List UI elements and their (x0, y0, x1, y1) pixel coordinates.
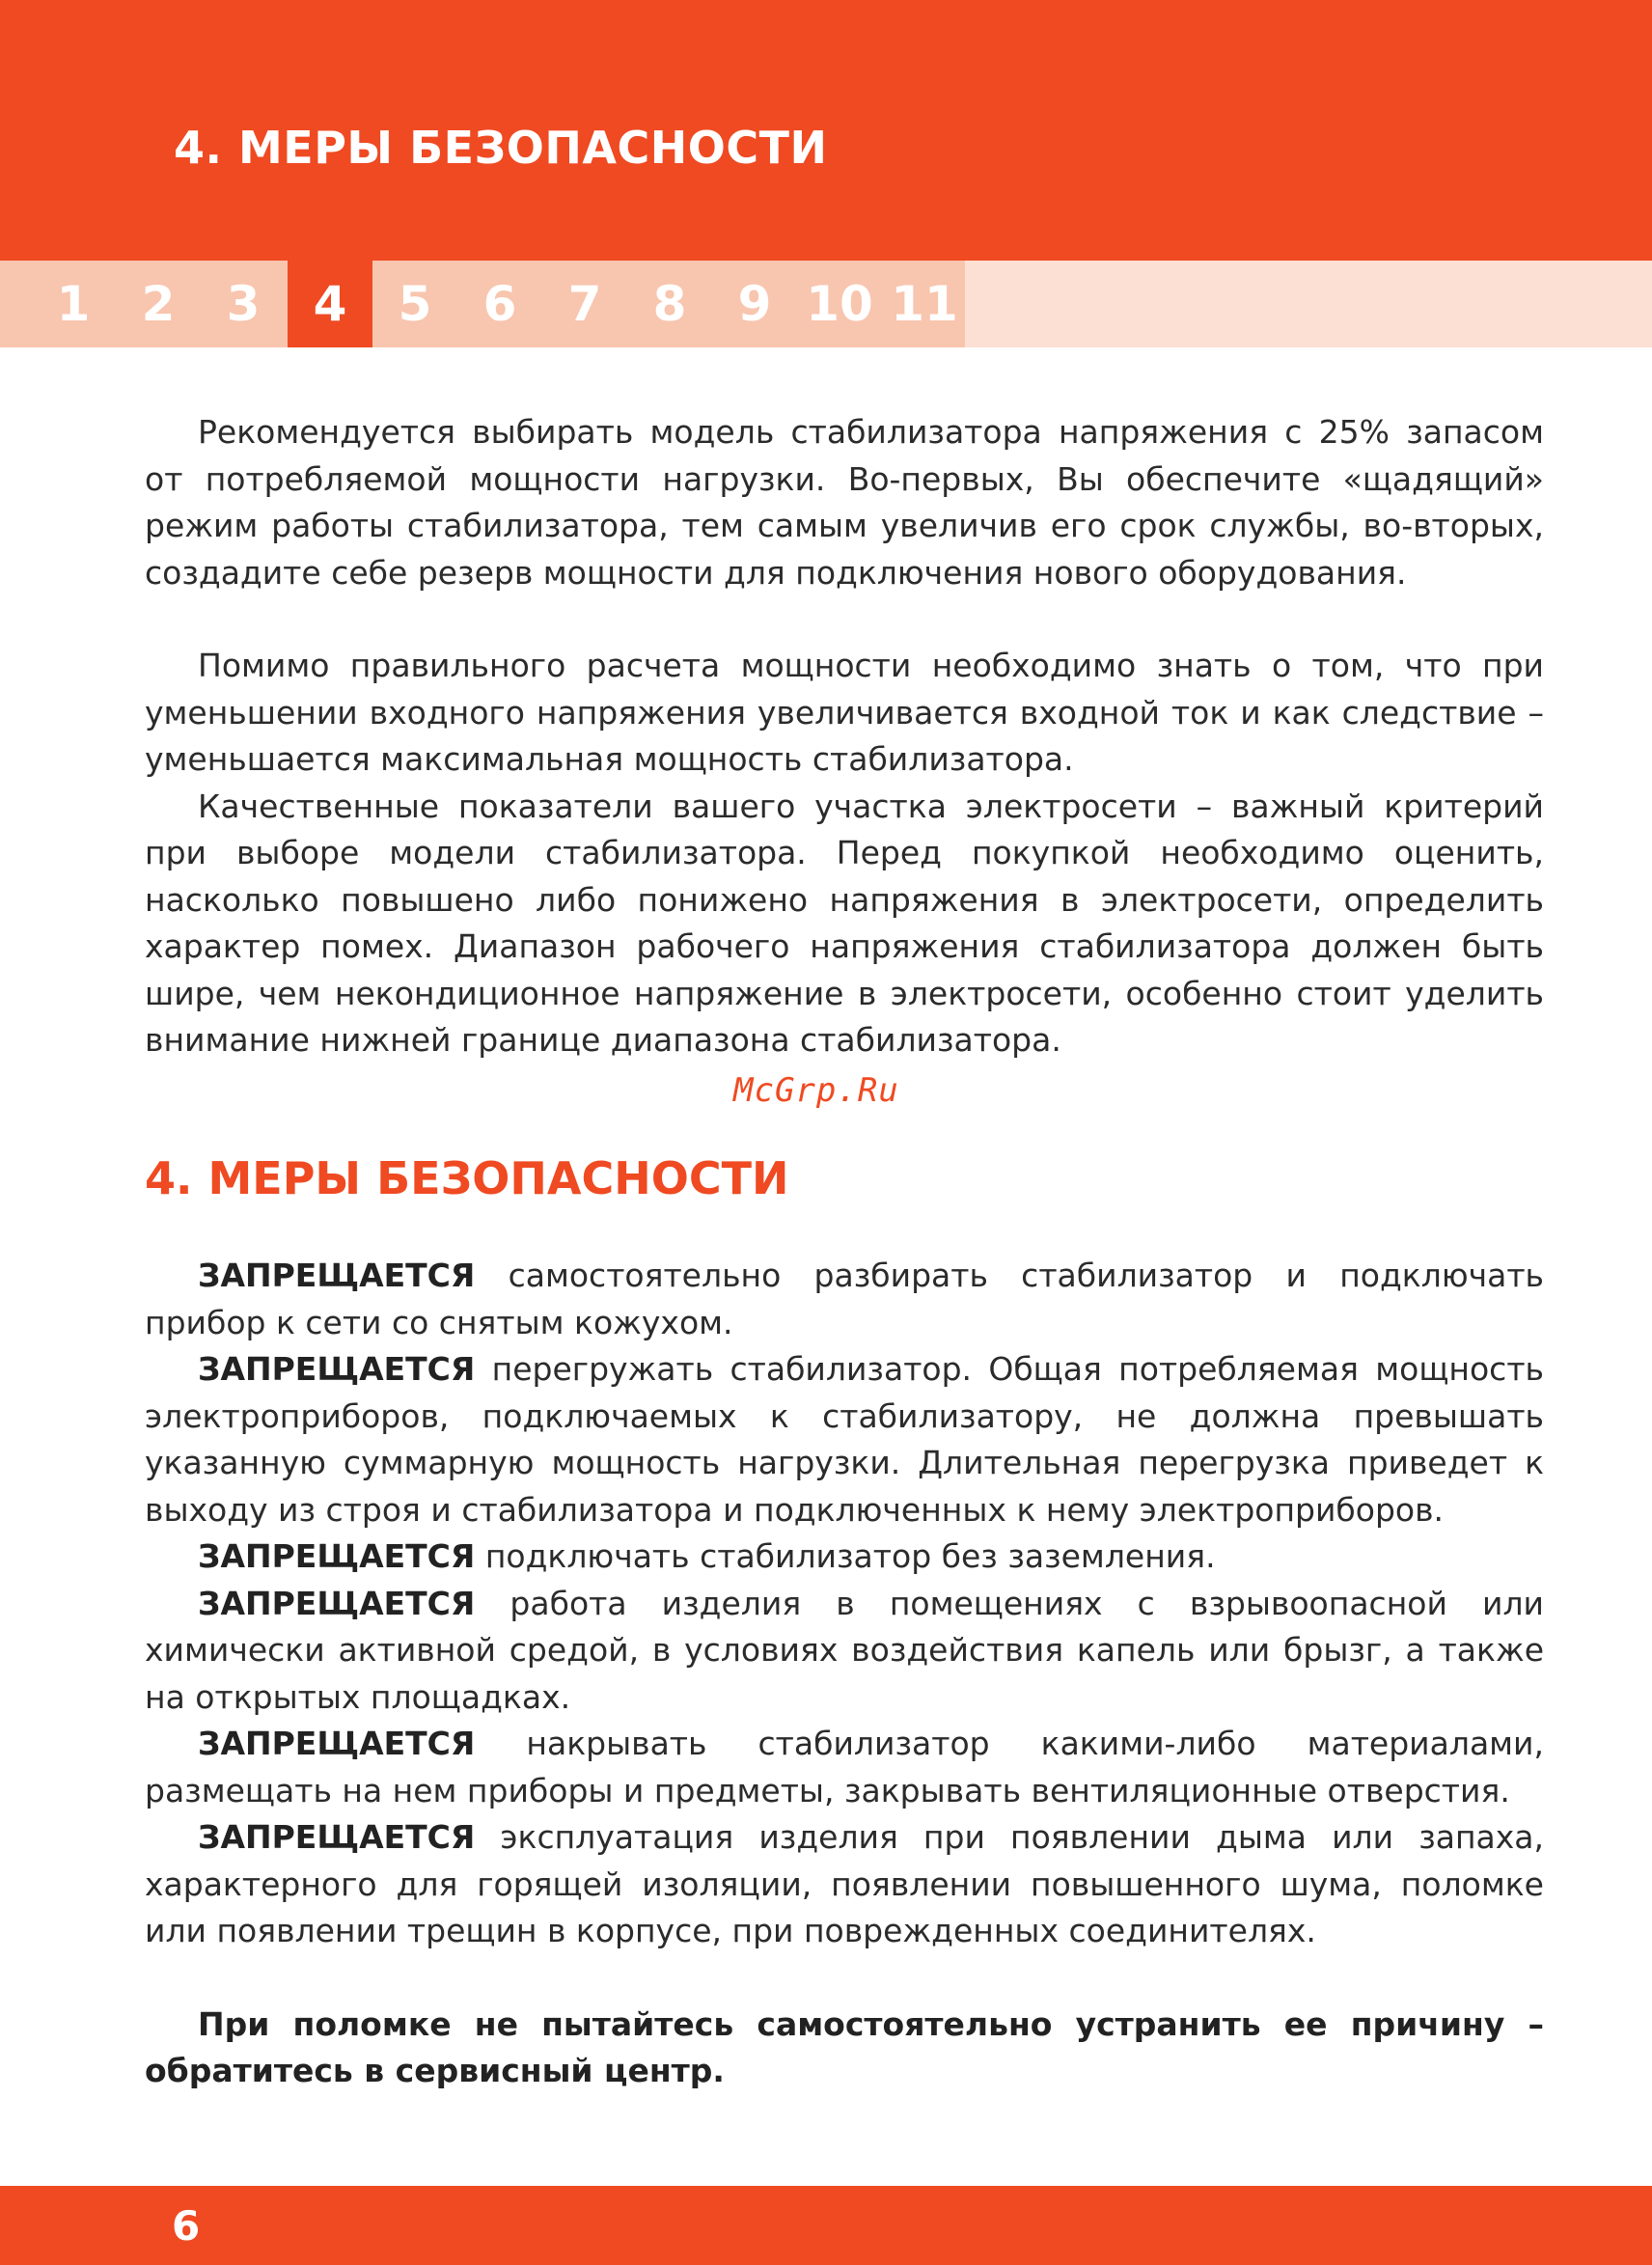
intro-paragraph-1: Рекомендуется выбирать модель стабилизатора напряжения с 25% запасом от потребляемой мощности нагрузки. Во-первых, Вы обеспечите «щадящий» режим работы стабилизатора, тем самым увеличив его срок службы, во-вторых, создадите себе резерв мощности для подключения нового оборудования. (145, 413, 1544, 592)
rule-text: подключать стабилизатор без заземления. (484, 1537, 1216, 1575)
rule-keyword: ЗАПРЕЩАЕТСЯ (198, 1537, 476, 1575)
intro-text (145, 409, 1544, 1064)
rule-text: перегружать стабилизатор. Общая потребляемая мощность электроприборов, подключаемых к стабилизатору, не должна превышать указанную суммарную мощность нагрузки. Длительная перегрузка приведет к выходу из строя и стабилизатора и подключенных к нему электроприборов. (145, 1350, 1544, 1529)
section-tab-5[interactable]: 5 (398, 276, 432, 332)
section-tab-3[interactable]: 3 (226, 276, 261, 332)
section-title: 4. МЕРЫ БЕЗОПАСНОСТИ (145, 1152, 789, 1204)
safety-rule (145, 1814, 1544, 1955)
section-tab-1[interactable]: 1 (56, 276, 91, 332)
rule-text: работа изделия в помещениях с взрывоопасной или химически активной средой, в условиях воздействия капель или брызг, а также на открытых площадках. (145, 1584, 1544, 1716)
rule-text: накрывать стабилизатор какими-либо материалами, размещать на нем приборы и предметы, закрывать вентиляционные отверстия. (145, 1725, 1544, 1809)
rule-text: эксплуатация изделия при появлении дыма или запаха, характерного для горящей изоляции, появлении повышенного шума, поломке или появлении трещин в корпусе, при поврежденных соединителях. (145, 1818, 1545, 1949)
section-tab-8[interactable]: 8 (652, 276, 687, 332)
safety-rule (145, 1346, 1544, 1533)
intro-paragraph-3: Качественные показатели вашего участка электросети – важный критерий при выборе модели стабилизатора. Перед покупкой необходимо оценить, насколько повышено либо понижено напряжения в электросети, определить характер помех. Диапазон рабочего напряжения стабилизатора должен быть шире, чем некондиционное напряжение в электросети, особенно стоит уделить внимание нижней границе диапазона стабилизатора. (145, 787, 1544, 1059)
rule-keyword: ЗАПРЕЩАЕТСЯ (198, 1818, 476, 1856)
footer-bar (0, 2186, 1652, 2265)
section-tab-10[interactable]: 10 (806, 276, 873, 332)
rule-keyword: ЗАПРЕЩАЕТСЯ (198, 1257, 476, 1294)
safety-rule (145, 1533, 1544, 1581)
section-tab-4-active[interactable]: 4 (288, 261, 372, 347)
intro-paragraph-2: Помимо правильного расчета мощности необходимо знать о том, что при уменьшении входного напряжения увеличивается входной ток и как следствие – уменьшается максимальная мощность стабилизатора. (145, 647, 1544, 778)
safety-rule (145, 1253, 1544, 1346)
section-tab-7[interactable]: 7 (567, 276, 602, 332)
rule-keyword: ЗАПРЕЩАЕТСЯ (198, 1584, 476, 1622)
section-tab-6[interactable]: 6 (482, 276, 517, 332)
section-tab-11[interactable]: 11 (891, 276, 958, 332)
safety-rule (145, 1581, 1544, 1722)
safety-rule (145, 1721, 1544, 1814)
service-center-note: При поломке не пытайтесь самостоятельно устранить ее причину – обратитесь в сервисный центр. (145, 2004, 1544, 2089)
section-tab-9[interactable]: 9 (737, 276, 772, 332)
rule-keyword: ЗАПРЕЩАЕТСЯ (198, 1350, 476, 1388)
section-tab-2[interactable]: 2 (141, 276, 176, 332)
page-number: 6 (172, 2202, 201, 2250)
rule-keyword: ЗАПРЕЩАЕТСЯ (198, 1725, 476, 1762)
safety-rules (145, 1253, 1544, 2095)
rule-text: самостоятельно разбирать стабилизатор и подключать прибор к сети со снятым кожухом. (145, 1257, 1544, 1341)
watermark-text: McGrp.Ru (733, 1071, 899, 1110)
header-title: 4. МЕРЫ БЕЗОПАСНОСТИ (174, 122, 828, 174)
